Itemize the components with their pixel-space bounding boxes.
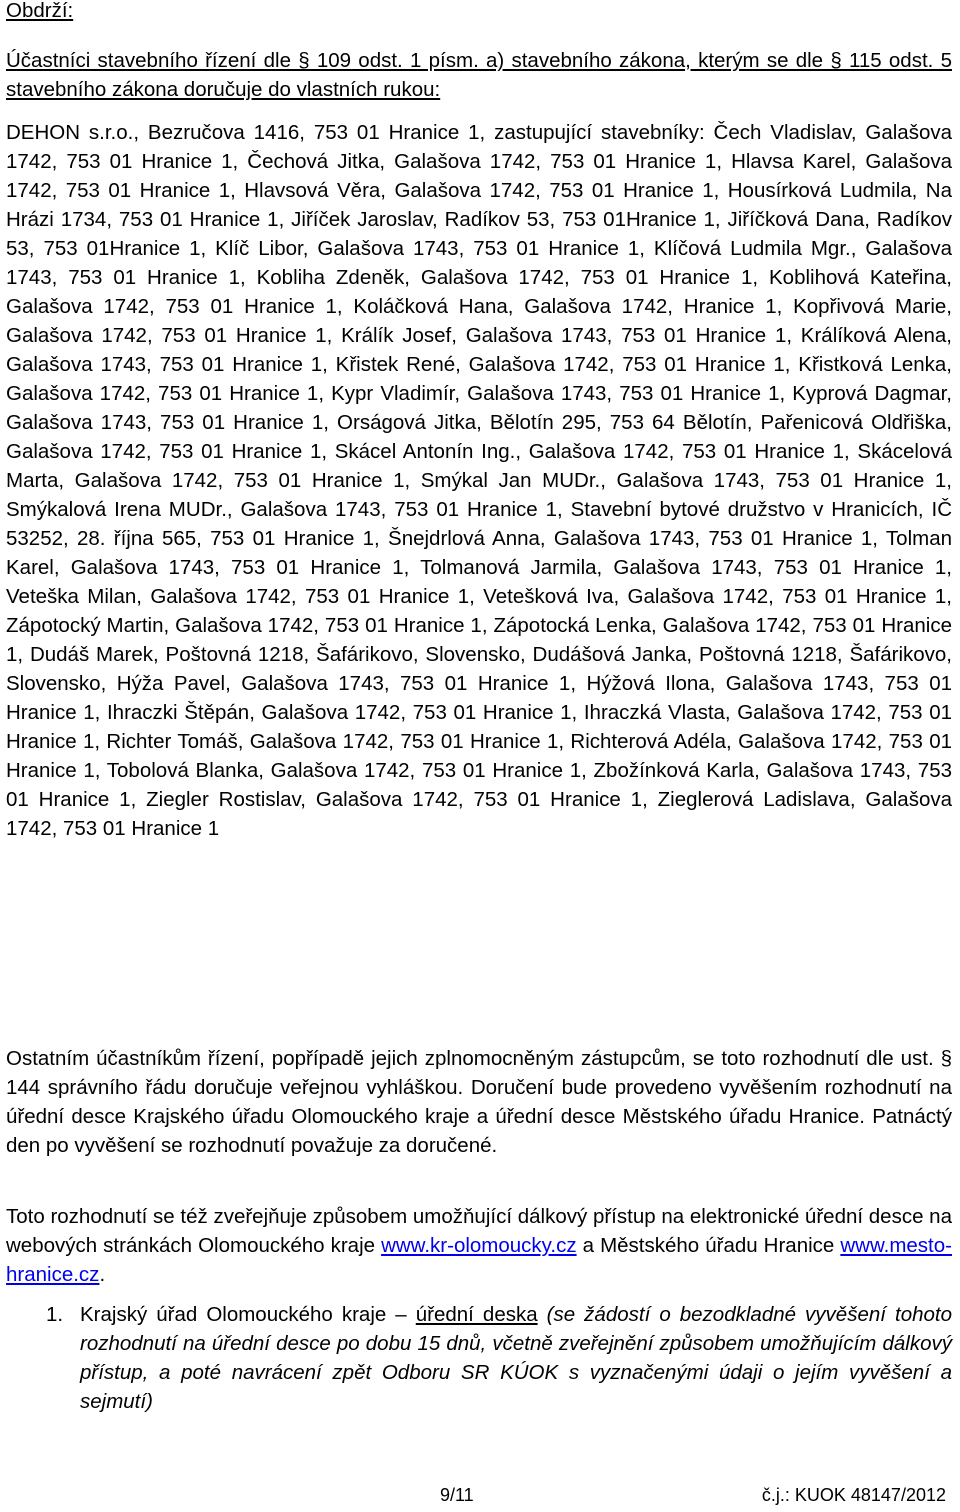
remote-access-middle: a Městského úřadu Hranice <box>576 1234 841 1257</box>
official-board-label: úřední deska <box>415 1303 538 1326</box>
reference-number: č.j.: KUOK 48147/2012 <box>761 1485 946 1505</box>
mesto-hranice-link[interactable]: www.mesto-hranice.cz <box>6 1234 952 1286</box>
list-item-body <box>80 1300 952 1416</box>
public-notice-paragraph: Ostatním účastníkům řízení, popřípadě jejich zplnomocněným zástupcům, se toto rozhodnutí dle ust. § 144 správního řádu doručuje veřejnou vyhláškou. Doručení bude provedeno vyvěšením rozhodnutí na úřední desce Krajského úřadu Olomouckého kraje a úřední desce Městského úřadu Hranice. Patnáctý den po vyvěšení se rozhodnutí považuje za doručené. <box>6 1047 952 1157</box>
list-item-text: Krajský úřad Olomouckého kraje – <box>80 1303 416 1326</box>
kr-olomoucky-link[interactable]: www.kr-olomoucky.cz <box>381 1234 577 1257</box>
document-heading: Obdrží: <box>6 0 74 22</box>
participants-intro: Účastníci stavebního řízení dle § 109 odst. 1 písm. a) stavebního zákona, kterým se dle § 115 odst. 5 stavebního zákona doručuje do vlastních rukou: <box>6 49 952 101</box>
page-number: 9/11 <box>440 1485 474 1505</box>
remote-access-text: Toto rozhodnutí se též zveřejňuje způsobem umožňující dálkový přístup na elektronické úřední desce na webových stránkách Olomouckého kraje <box>6 1205 952 1257</box>
remote-access-paragraph <box>6 1202 952 1289</box>
list-item-number: 1. <box>46 1303 64 1326</box>
remote-access-end: . <box>99 1263 106 1286</box>
participants-list: DEHON s.r.o., Bezručova 1416, 753 01 Hranice 1, zastupující stavebníky: Čech Vladislav, Galašova 1742, 753 01 Hranice 1, Čechová Jitka, Galašova 1742, 753 01 Hranice 1, Hlavsa Karel, Galašova 1742, 753 01 Hranice 1, Hlavsová Věra, Galašova 1742, 753 01 Hranice 1, Housírková Ludmila, Na Hrázi 1734, 753 01 Hranice 1, Jiříček Jaroslav, Radíkov 53, 753 01Hranice 1, Jiříčková Dana, Radíkov 53, 753 01Hranice 1, Klíč Libor, Galašova 1743, 753 01 Hranice 1, Klíčová Ludmila Mgr., Galašova 1743, 753 01 Hranice 1, Kobliha Zdeněk, Galašova 1742, 753 01 Hranice 1, Koblihová Kateřina, Galašova 1742, 753 01 Hranice 1, Koláčková Hana, Galašova 1742, Hranice 1, Kopřivová Marie, Galašova 1742, 753 01 Hranice 1, Králík Josef, Galašova 1743, 753 01 Hranice 1, Králíková Alena, Galašova 1743, 753 01 Hranice 1, Křistek René, Galašova 1742, 753 01 Hranice 1, Křistková Lenka, Galašova 1742, 753 01 Hranice 1, Kypr Vladimír, Galašova 1743, 753 01 Hranice 1, Kyprová Dagmar, Galašova 1743, 753 01 Hranice 1, Orságová Jitka, Bělotín 295, 753 64 Bělotín, Pařenicová Oldřiška, Galašova 1742, 753 01 Hranice 1, Skácel Antonín Ing., Galašova 1742, 753 01 Hranice 1, Skácelová Marta, Galašova 1742, 753 01 Hranice 1, Smýkal Jan MUDr., Galašova 1743, 753 01 Hranice 1, Smýkalová Irena MUDr., Galašova 1743, 753 01 Hranice 1, Stavební bytové družstvo v Hranicích, IČ 53252, 28. října 565, 753 01 Hranice 1, Šnejdrlová Anna, Galašova 1743, 753 01 Hranice 1, Tolman Karel, Galašova 1743, 753 01 Hranice 1, Tolmanová Jarmila, Galašova 1743, 753 01 Hranice 1, Veteška Milan, Galašova 1742, 753 01 Hranice 1, Vetešková Iva, Galašova 1742, 753 01 Hranice 1, Zápotocký Martin, Galašova 1742, 753 01 Hranice 1, Zápotocká Lenka, Galašova 1742, 753 01 Hranice 1, Dudáš Marek, Poštovná 1218, Šafárikovo, Slovensko, Dudášová Janka, Poštovná 1218, Šafárikovo, Slovensko, Hýža Pavel, Galašova 1743, 753 01 Hranice 1, Hýžová Ilona, Galašova 1743, 753 01 Hranice 1, Ihraczki Štěpán, Galašova 1742, 753 01 Hranice 1, Ihraczká Vlasta, Galašova 1742, 753 01 Hranice 1, Richter Tomáš, Galašova 1742, 753 01 Hranice 1, Richterová Adéla, Galašova 1742, 753 01 Hranice 1, Tobolová Blanka, Galašova 1742, 753 01 Hranice 1, Zbožínková Karla, Galašova 1743, 753 01 Hranice 1, Ziegler Rostislav, Galašova 1742, 753 01 Hranice 1, Zieglerová Ladislava, Galašova 1742, 753 01 Hranice 1 <box>6 121 952 840</box>
list-item-note: (se žádostí o bezodkladné vyvěšení tohoto rozhodnutí na úřední desce po dobu 15 dnů, včetně zveřejnění způsobem umožňujícím dálkový přístup, a poté navrácení zpět Odboru SR KÚOK s vyznačenými údaji o jejím vyvěšení a sejmutí) <box>80 1303 952 1413</box>
